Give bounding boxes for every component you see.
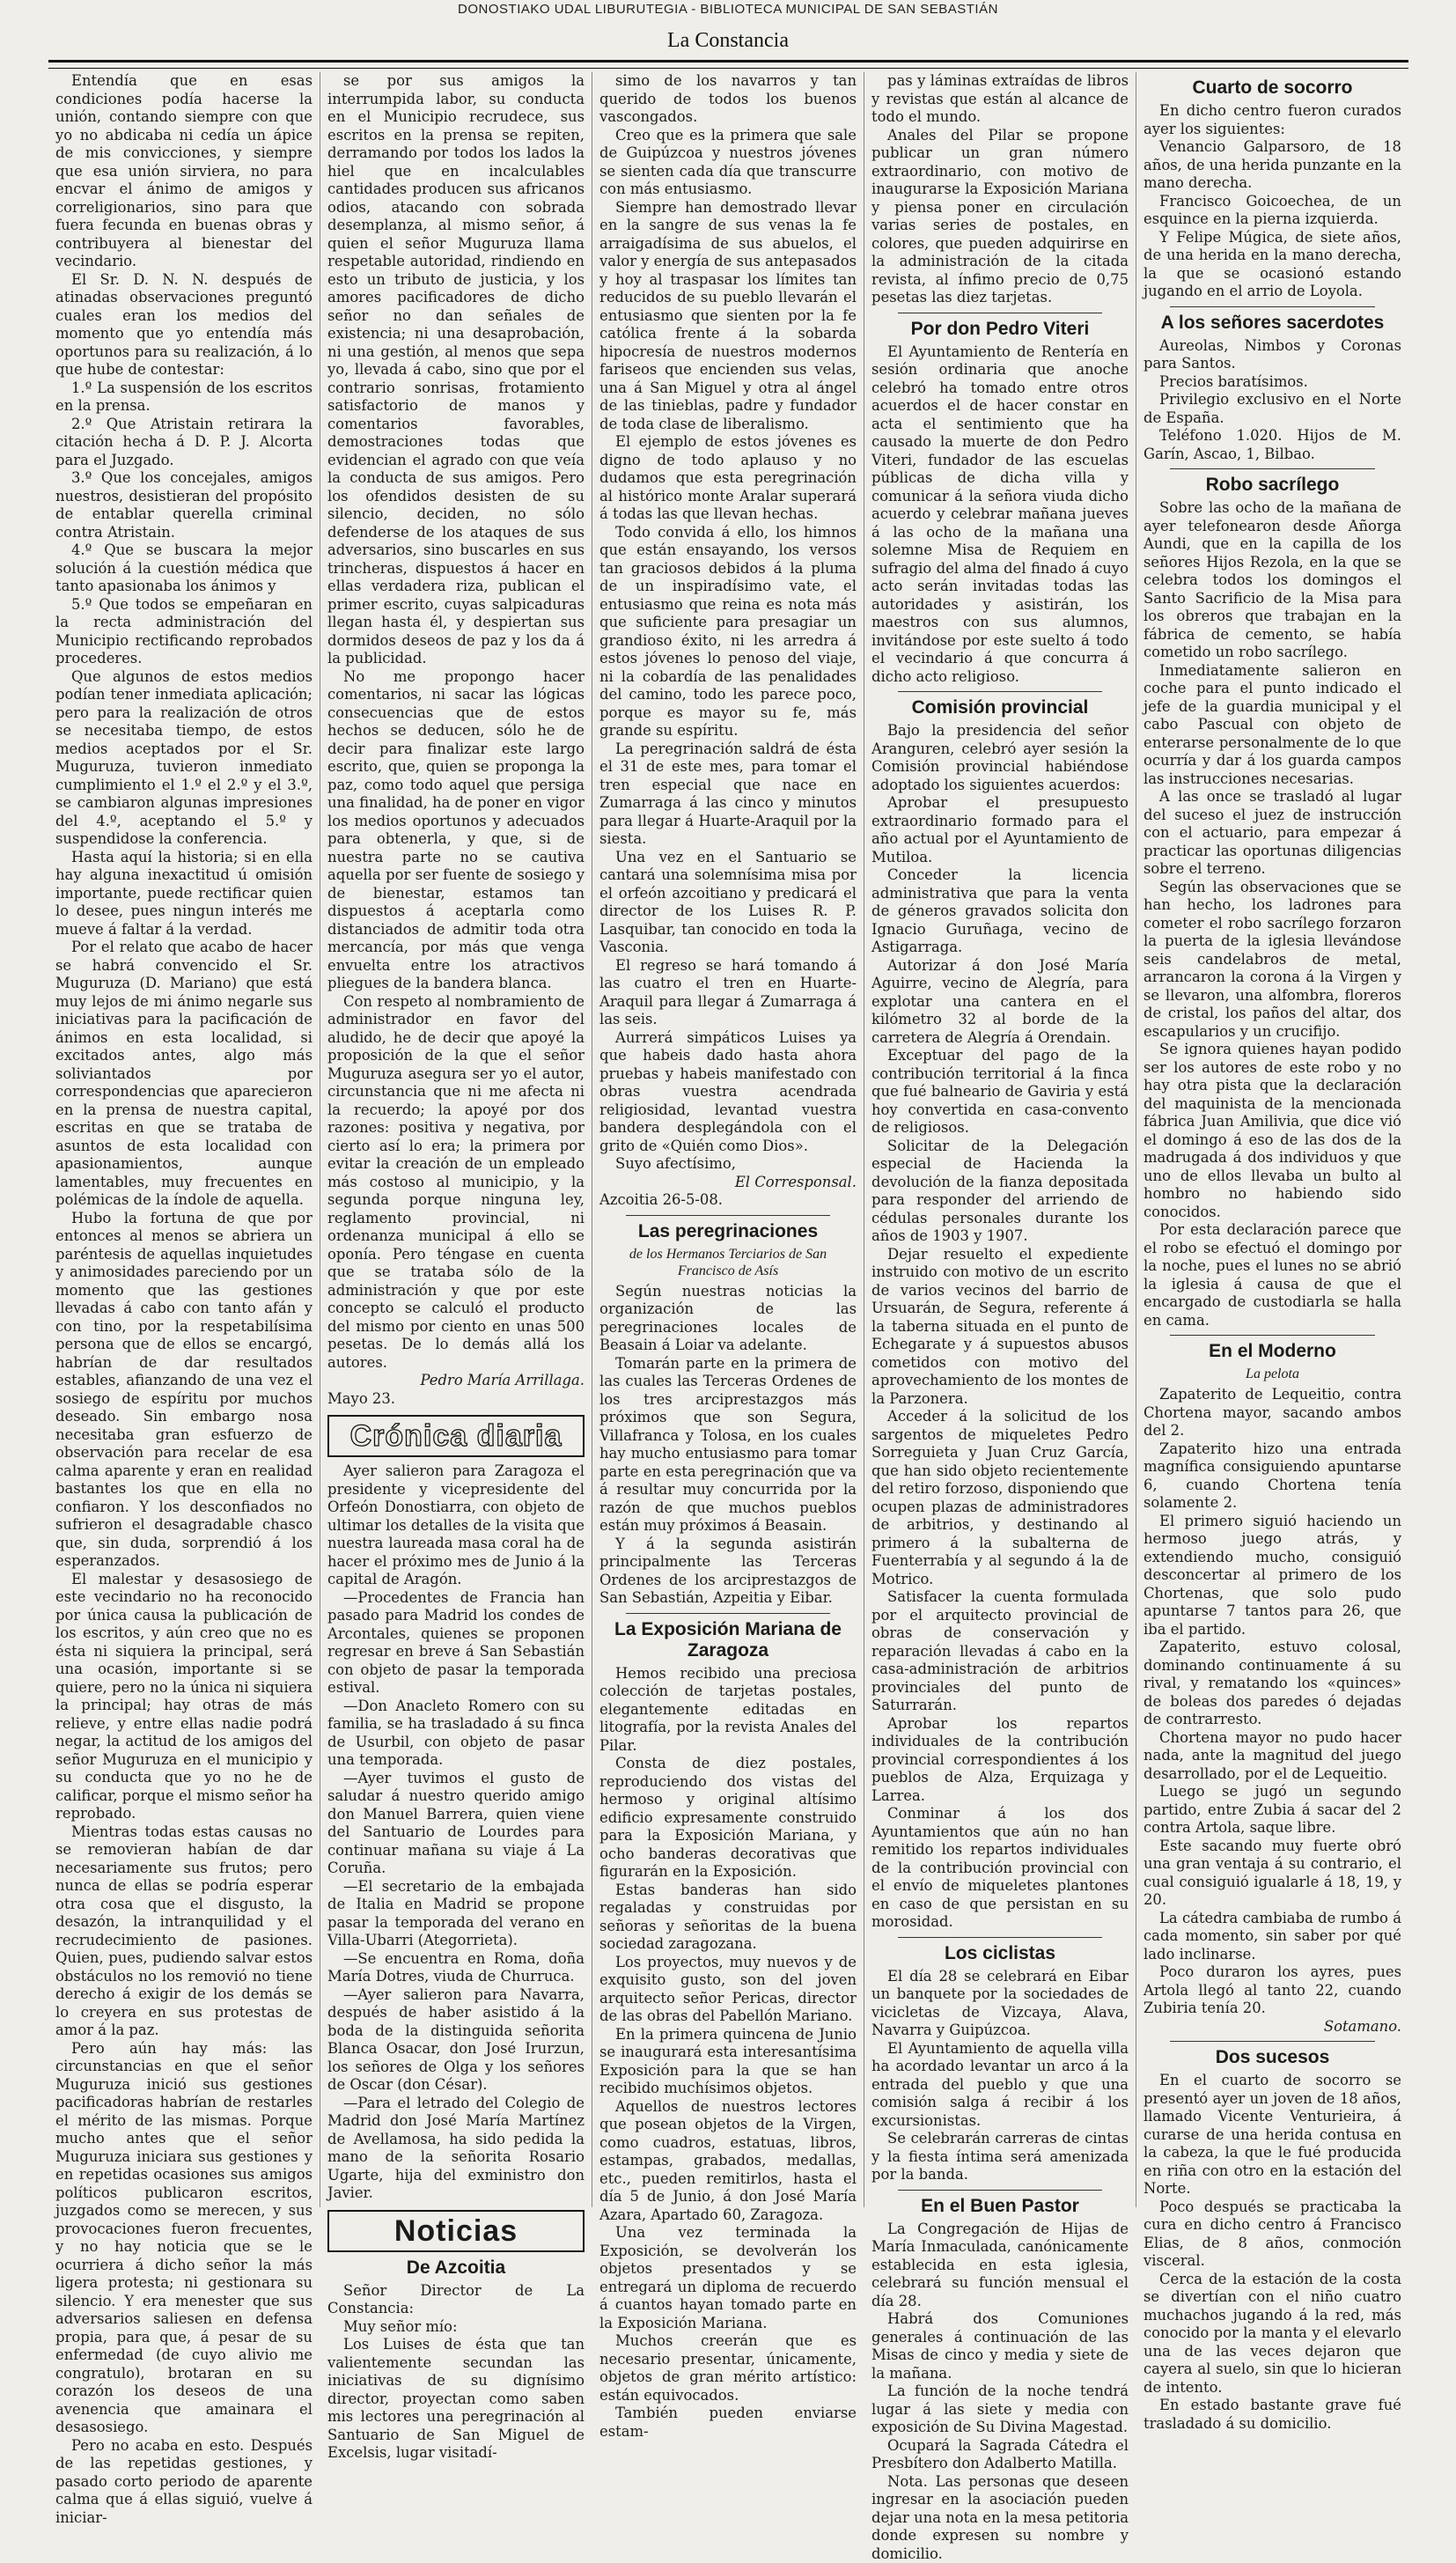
signature: El Corresponsal. [599,1174,857,1192]
paragraph: Hemos recibido una preciosa colección de tarjetas postales, elegantemente editadas en litografía, por la revista Anales del Pilar. [599,1665,857,1756]
paragraph: Poco duraron los ayres, pues Artola llegó al tanto 22, cuando Zubiria tenía 20. [1143,1963,1401,2018]
paragraph: Los proyectos, muy nuevos y de exquisito gusto, son del joven arquitecto señor Pericas, director de las obras del Pabellón Mariano. [599,1954,857,2026]
paragraph: Francisco Goicoechea, de un esquince en la pierna izquierda. [1143,193,1401,229]
article-title-viteri: Por don Pedro Viteri [871,319,1129,340]
paragraph: Siempre han demostrado llevar en la sangre de sus venas la fe arraigadísima de sus abuelos, el valor y energía de sus antepasados y hoy al traspasar los límites tan reducidos de su pueblo llevarán el entusiasmo que sienten por la fe católica frente á la sobarda hipocresía de nuestros modernos fariseos que encienden sus velas, una á San Miguel y otra al ángel de las tinieblas, padre y fundador de toda clase de liberalismo. [599,199,857,434]
article-title-exposicion: La Exposición Mariana de Zaragoza [599,1619,857,1661]
column-1 [48,72,320,2207]
signature: Sotamano. [1143,2018,1401,2036]
paragraph: Solicitar de la Delegación especial de Hacienda la devolución de la fianza depositada para responder del arriendo de cédulas personales durante los años de 1903 y 1907. [871,1138,1129,1246]
paragraph: El Sr. D. N. N. después de atinadas observaciones preguntó cuales eran los medios del momento que yo entendía más oportunos para su realización, á lo que hube de contestar: [55,271,313,379]
paragraph: Chortena mayor no pudo hacer nada, ante la magnitud del juego desarrollado, por el de Lequeitio. [1143,1729,1401,1784]
paragraph: 2.º Que Atristain retirara la citación hecha á D. P. J. Alcorta para el Juzgado. [55,416,313,470]
article-title-sucesos: Dos sucesos [1143,2047,1401,2068]
paragraph: El primero siguió haciendo un hermoso juego atrás, y extendiendo mucho, consiguió desconcertar al primero de los Chortenas, que solo pudo apuntarse 7 tantos para 26, que iba el partido. [1143,1513,1401,1639]
paragraph: Señor Director de La Constancia: [327,2282,585,2318]
paragraph: Habrá dos Comuniones generales á continuación de las Misas de cinco y media y siete de la mañana. [871,2310,1129,2383]
column-2 [320,72,592,2207]
paragraph: 5.º Que todos se empeñaran en la recta administración del Municipio rectificando reprobados procederes. [55,596,313,668]
paragraph: Conminar á los dos Ayuntamientos que aún no han remitido los repartos individuales de la contribución provincial con el envío de miqueletes plantones en caso de que persistan en su morosidad. [871,1805,1129,1932]
paragraph: Que algunos de estos medios podían tener inmediata aplicación; pero para la realización de otros se necesitaba tiempo, de estos medios aceptados por el Sr. Muguruza, tuvieron inmediato cumplimiento el 1.º el 2.º y el 3.º, se cambiaron algunas impresiones del 4.º, aceptando el 5.º y suspendidose la conferencia. [55,668,313,849]
paragraph: Por el relato que acabo de hacer se habrá convencido el Sr. Muguruza (D. Mariano) que está muy lejos de mi ánimo negarle sus iniciativas para la pacificación de ánimos en esta localidad, si excitados antes, algo más soliviantados por correspondencias que aparecieron en la prensa de nuestra capital, escritas en que se trataba de asuntos de esta localidad con apasionamientos, aunque lamentables, muy frecuentes en polémicas de la índole de aquella. [55,939,313,1210]
paragraph: Consta de diez postales, reproduciendo dos vistas del hermoso y original altísimo edificio expresamente construido para la Exposición Mariana, y ocho banderas decorativas que figurarán en la Exposición. [599,1755,857,1882]
signature: Pedro María Arrillaga. [327,1372,585,1390]
paragraph: Aurrerá simpáticos Luises ya que habeis dado hasta ahora pruebas y habeis manifestado con obras vuestra acendrada religiosidad, levantad vuestra bandera desplegándola con el grito de «Quién como Dios». [599,1029,857,1156]
paragraph: Aureolas, Nimbos y Coronas para Santos. [1143,337,1401,373]
article-title-moderno: En el Moderno [1143,1341,1401,1362]
paragraph: También pueden enviarse estam- [599,2405,857,2441]
newspaper-masthead: La Constancia [0,23,1456,58]
paragraph: Dejar resuelto el expediente instruido con motivo de un escrito de varios vecinos del barrio de Ursuarán, de Segura, referente á la taberna situada en el punto de Echegarate y á supuestos abusos cometidos con motivo del aprovechamiento de los montes de la Parzonera. [871,1246,1129,1409]
paragraph: A las once se trasladó al lugar del suceso el juez de instrucción con el actuario, para empezar á practicar las oportunas diligencias sobre el terreno. [1143,788,1401,879]
paragraph: Hubo la fortuna de que por entonces al menos se abriera un paréntesis de aquellas inquietudes y animosidades pareciendo por un momento que las gestiones llevadas á cabo con tanto afán y con tino, por la respetabilísima persona que de ellos se encargó, habrían de dar resultados estables, afianzando de una vez el sosiego de espíritu por muchos deseado. Sin embargo nosa necesitaba gran esfuerzo de observación para recelar de esa calma aparente y eran en realidad bastantes los que en ella no confiaron. Y los desconfiados no sufrieron el desagradable chasco que, sin duda, sorprendió á los esperanzados. [55,1210,313,1571]
paragraph: Hasta aquí la historia; si en ella hay alguna inexactitud ú omisión importante, puede rectificar quien lo desee, pues ningun interés me mueve á faltar á la verdad. [55,849,313,939]
paragraph: Pero aún hay más: las circunstancias en que el señor Muguruza inició sus gestiones pacificadoras habrían de restarles el mérito de las mismas. Porque mucho antes que el señor Muguruza iniciara sus gestiones y en repetidas ocasiones sus amigos políticos publicaron escritos, juzgados como se merecen, y sus provocaciones fueron frecuentes, y no hay noticia que se le ocurriera á dicho señor la más ligera protesta; ni gestionara su silencio. Y era menester que sus adversarios saliesen en defensa propia, para que, á pesar de su enfermedad (de cuyo alivio me congratulo), brotaran en su corazón los deseos de una avenencia que amainara el desasosiego. [55,2040,313,2437]
paragraph: 4.º Que se buscara la mejor solución á la cuestión médica que tanto apasionaba los ánimos y [55,541,313,596]
date-line: Azcoitia 26-5-08. [599,1191,857,1210]
paragraph: Exceptuar del pago de la contribución territorial á la finca que fué balneario de Gaviria y está hoy convertida en casa-convento de religiosos. [871,1047,1129,1138]
paragraph: El día 28 se celebrará en Eibar un banquete por la sociedades de vicicletas de Vizcaya, Alava, Navarra y Guipúzcoa. [871,1968,1129,2040]
column-5 [1136,72,1408,2207]
paragraph: Tomarán parte en la primera de las cuales las Terceras Ordenes de los tres arciprestazgos más próximos que son Segura, Villafranca y Tolosa, en los cuales hay mucho entusiasmo para tomar parte en esta peregrinación que va á resultar muy concurrida por la razón de que muchos pueblos están muy próximos á Beasain. [599,1355,857,1536]
paragraph: El Ayuntamiento de aquella villa ha acordado levantar un arco á la entrada del pueblo y que una comisión salga á recibir á los excursionistas. [871,2040,1129,2131]
paragraph: Zapaterito de Lequeitio, contra Chortena mayor, sacando ambos del 2. [1143,1386,1401,1440]
article-title-comision: Comisión provincial [871,697,1129,718]
date-line: Mayo 23. [327,1390,585,1409]
section-title-noticias: Noticias [327,2210,585,2252]
paragraph: Satisfacer la cuenta formulada por el arquitecto provincial de obras de conservación y reparación llevadas á cabo en la casa-administración de arbitrios provinciales del punto de Saturrarán. [871,1588,1129,1715]
article-subtitle-pelota: La pelota [1143,1366,1401,1382]
paragraph: Aprobar el presupuesto extraordinario formado para el año actual por el Ayuntamiento de Mutiloa. [871,794,1129,866]
paragraph: Bajo la presidencia del señor Aranguren, celebró ayer sesión la Comisión provincial habiéndose adoptado los siguientes acuerdos: [871,722,1129,794]
paragraph: En la primera quincena de Junio se inaugurará esta interesantísima Exposición para la que se han recibido muchísimos objetos. [599,2026,857,2098]
paragraph: La Congregación de Hijas de María Inmaculada, canónicamente establecida en esta iglesia, celebrará su función mensual el día 28. [871,2221,1129,2311]
divider [626,1215,830,1216]
paragraph: La peregrinación saldrá de ésta el 31 de este mes, para tomar el tren especial que nace en Zumarraga á las cinco y minutos para llegar á Huarte-Araquil por la siesta. [599,740,857,849]
paragraph: Luego se jugó un segundo partido, entre Zubia á sacar del 2 contra Artola, saque libre. [1143,1783,1401,1838]
article-title-robo: Robo sacrílego [1143,475,1401,496]
divider [626,1613,830,1614]
paragraph: Muchos creerán que es necesario presentar, únicamente, objetos de gran mérito artístico: están equivocados. [599,2332,857,2405]
paragraph: 3.º Que los concejales, amigos nuestros, desistieran del propósito de entablar querella criminal contra Atristain. [55,469,313,541]
divider [898,1937,1102,1938]
paragraph: No me propongo hacer comentarios, ni sacar las lógicas consecuencias que de estos hechos se deducen, sólo he de decir para finalizar este largo escrito, que, quien se proponga la paz, como todo aquel que persiga una finalidad, ha de poner en vigor los medios oportunos y adecuados para obtenerla, y que, si de nuestra parte no se cautiva aquella por ser fuente de sosiego y de bienestar, estamos tan dispuestos á aceptarla como distanciados de admitir toda otra mercancía, por más que venga envuelta entre los atractivos pliegues de la bandera blanca. [327,668,585,993]
paragraph: —Ayer tuvimos el gusto de saludar á nuestro querido amigo don Manuel Barrera, quien viene del Santuario de Lourdes para continuar mañana su viaje á La Coruña. [327,1770,585,1878]
section-title-cronica: Crónica diaria [327,1415,585,1457]
paragraph: Con respeto al nombramiento de administrador en favor del aludido, he de decir que apoyé la proposición de la que el señor Muguruza asegura ser yo el autor, circunstancia que ni me afecta ni la recuerdo; la apoyé por dos razones: positiva y negativa, por cierto así lo era; la primera por evitar la creación de un empleado más costoso al municipio, y la segunda porque ninguna ley, reglamento provincial, ni ordenanza municipal á ello se oponía. Pero téngase en cuenta que se trataba sólo de la administración y que por este concepto se calculó el producto del mismo por ciento en unas 500 pesetas. De lo demás allá los autores. [327,993,585,1373]
paragraph: Precios baratísimos. [1143,373,1401,392]
newspaper-columns [48,72,1408,2207]
paragraph: Sobre las ocho de la mañana de ayer telefonearon desde Añorga Aundi, que en la capilla de los señores Hijos Rezola, en la que se celebra todos los domingos el Santo Sacrificio de la Misa para los obreros que trabajan en la fábrica de cemento, se había cometido un robo sacrílego. [1143,499,1401,662]
paragraph: Según las observaciones que se han hecho, los ladrones para cometer el robo sacrílego forzaron la puerta de la iglesia llevándose seis candelabros de metal, arrancaron la corona á la Virgen y se llevaron, una alfombra, floreros de cristal, los paños del altar, dos escapularios y un crucifijo. [1143,879,1401,1042]
article-title-socorro: Cuarto de socorro [1143,77,1401,99]
paragraph: Estas banderas han sido regaladas y construidas por señoras y señoritas de la buena sociedad zaragozana. [599,1882,857,1954]
paragraph: Cerca de la estación de la costa se divertían con el niño cuatro muchachos jugando á la red, más conocido por la manta y el elevarlo una de las veces dejaron que cayera al suelo, sin que lo hicieran de intento. [1143,2271,1401,2397]
paragraph: 1.º La suspensión de los escritos en la prensa. [55,379,313,416]
paragraph: Aprobar los repartos individuales de la contribución provincial correspondientes á los pueblos de Alza, Erquizaga y Larrea. [871,1715,1129,1806]
column-4 [864,72,1136,2207]
paragraph: Venancio Galparsoro, de 18 años, de una herida punzante en la mano derecha. [1143,138,1401,193]
article-title-ciclistas: Los ciclistas [871,1943,1129,1964]
paragraph: En estado bastante grave fué trasladado á su domicilio. [1143,2397,1401,2433]
paragraph: Y Felipe Múgica, de siete años, de una herida en la mano derecha, la que se ocasionó estando jugando en el arrio de Loyola. [1143,229,1401,301]
paragraph: Suyo afectísimo, [599,1155,857,1174]
paragraph: La función de la noche tendrá lugar á las siete y media con exposición de Su Divina Magestad. [871,2383,1129,2437]
paragraph: Ocupará la Sagrada Cátedra el Presbítero don Adalberto Matilla. [871,2437,1129,2473]
paragraph: Conceder la licencia administrativa que para la venta de géneros gravados solicita don Ignacio Guruñaga, vecino de Astigarraga. [871,866,1129,957]
paragraph: —Don Anacleto Romero con su familia, se ha trasladado á su finca de Usurbil, con objeto de pasar una temporada. [327,1698,585,1770]
paragraph: Todo convida á ello, los himnos que están ensayando, los versos tan graciosos debidos á la pluma de un inspiradísimo vate, el entusiasmo que reina es nota más que suficiente para presagiar un grandioso éxito, ni les arredra á estos jóvenes lo penoso del viaje, ni la cobardía de las penalidades del camino, todo les parece poco, porque es mayor su fe, más grande su espíritu. [599,524,857,740]
paragraph: El Ayuntamiento de Rentería en sesión ordinaria que anoche celebró ha tomado entre otros acuerdos el de hacer constar en acta el sentimiento que ha causado la muerte de don Pedro Viteri, fundador de las escuelas públicas de dicha villa y comunicar á la señora viuda dicho acuerdo y celebrar mañana jueves á las ocho de la mañana una solemne Misa de Requiem en sufragio del alma del finado á cuyo acto serán invitadas todas las autoridades y asistirán, los maestros con sus alumnos, invitándose por este suelto á todo el vecindario á que concurra á dicho acto religioso. [871,343,1129,687]
divider [898,2190,1102,2191]
paragraph: —Se encuentra en Roma, doña María Dotres, viuda de Churruca. [327,1950,585,1986]
paragraph: Anales del Pilar se propone publicar un gran número extraordinario, con motivo de inaugurarse la Exposición Mariana y piensa poner en circulación varias series de postales, en colores, que pueden adquirirse en la administración de la citada revista, al ínfimo precio de 0,75 pesetas las diez tarjetas. [871,127,1129,307]
paragraph: Pero no acaba en esto. Después de las repetidas gestiones, y pasado corto periodo de aparente calma que á ellas siguió, vuelve á iniciar- [55,2437,313,2528]
paragraph: En el cuarto de socorro se presentó ayer un joven de 18 años, llamado Vicente Venturieira, á curarse de una herida contusa en la cabeza, la que le fué producida en riña con otro en la estación del Norte. [1143,2072,1401,2198]
paragraph: Por esta declaración parece que el robo se efectuó el domingo por la noche, pues el lunes no se abrió la iglesia á causa de que el encargado de custodiarla se halla en cama. [1143,1221,1401,1329]
paragraph: El malestar y desasosiego de este vecindario no ha reconocido por única causa la publicación de los escritos, y aún creo que no es ésta ni siquiera la principal, será una ocasión, importante si se quiere, pero no la única ni siquiera la principal; hay otras de más relieve, y entre ellas nadie podrá negar, la actitud de los amigos del señor Muguruza en el municipio y su conducta que yo no he de calificar, porque el mismo señor ha reprobado. [55,1571,313,1823]
paragraph: Ayer salieron para Zaragoza el presidente y vicepresidente del Orfeón Donostiarra, con objeto de ultimar los detalles de la visita que nuestra laureada masa coral ha de hacer el próximo mes de Junio á la capital de Aragón. [327,1462,585,1589]
divider [1170,306,1375,307]
paragraph: Se celebrarán carreras de cintas y la fiesta íntima será amenizada por la banda. [871,2130,1129,2184]
paragraph: Este sacando muy fuerte obró una gran ventaja á su contrario, el cual consiguió igualarle á 18, 19, y 20. [1143,1838,1401,1910]
paragraph: El regreso se hará tomando á las cuatro el tren en Huarte-Araquil para llegar á Zumarraga á las seis. [599,957,857,1029]
paragraph: —Para el letrado del Colegio de Madrid don José María Martínez de Avellamosa, ha sido pedida la mano de la señorita Rosario Ugarte, hija del exministro don Javier. [327,2095,585,2203]
divider [1170,2041,1375,2042]
paragraph: Acceder á la solicitud de los sargentos de miqueletes Pedro Sorreguieta y Juan Cruz García, que han sido objeto recientemente del retiro forzoso, disponiendo que ocupen plazas de administradores de arbitrios, y destinando al primero á la subalterna de Fuenterrabía y al segundo á la de Motrico. [871,1408,1129,1588]
paragraph: Teléfono 1.020. Hijos de M. Garín, Ascao, 1, Bilbao. [1143,427,1401,463]
paragraph: Poco después se practicaba la cura en dicho centro á Francisco Elias, de 8 años, conmoción visceral. [1143,2198,1401,2271]
paragraph: pas y láminas extraídas de libros y revistas que están al alcance de todo el mundo. [871,72,1129,127]
paragraph: Una vez en el Santuario se cantará una solemnísima misa por el orfeón azcoitiano y predicará el director de los Luises R. P. Lasquibar, tan conocido en toda la Vasconia. [599,849,857,957]
paragraph: Según nuestras noticias la organización de las peregrinaciones locales de Beasain á Loiar va adelante. [599,1283,857,1355]
paragraph: Inmediatamente salieron en coche para el punto indicado el jefe de la guardia municipal y el cabo Pascual con objeto de enterarse personalmente de lo que ocurría y dar á los guarda campos las instrucciones necesarias. [1143,662,1401,789]
paragraph: Creo que es la primera que sale de Guipúzcoa y nuestros jóvenes se sienten cada día que transcurre con más entusiasmo. [599,127,857,199]
paragraph: Aquellos de nuestros lectores que posean objetos de la Virgen, como cuadros, estatuas, libros, estampas, grabados, medallas, etc., pueden remitirlos, hasta el día 5 de Junio, á don José María Azara, Apartado 60, Zaragoza. [599,2098,857,2225]
paragraph: simo de los navarros y tan querido de todos los buenos vascongados. [599,72,857,127]
article-title-azcoitia: De Azcoitia [327,2257,585,2279]
paragraph: Se ignora quienes hayan podido ser los autores de este robo y no hay otra pista que la declaración del maquinista de la mencionada fábrica Juan Amilivia, que dice vió el domingo á eso de las dos de la madrugada á dos individuos y que uno de ellos llevaba un bulto al hombro no habiendo sido conocidos. [1143,1041,1401,1221]
paragraph: Y á la segunda asistirán principalmente las Terceras Ordenes de los arciprestazgos de San Sebastián, Azpeitia y Eibar. [599,1536,857,1608]
article-title-buen-pastor: En el Buen Pastor [871,2196,1129,2217]
paragraph: Nota. Las personas que deseen ingresar en la asociación pueden dejar una nota en la mesa petitoria donde expresen su nombre y domicilio. [871,2473,1129,2563]
paragraph: Muy señor mío: [327,2318,585,2337]
article-title-sacerdotes: A los señores sacerdotes [1143,313,1401,334]
paragraph: Zapaterito hizo una entrada magnífica consiguiendo apuntarse 6, cuando Chortena tenía solamente 2. [1143,1440,1401,1513]
masthead-rule [48,60,1408,69]
paragraph: Mientras todas estas causas no se removieran habían de dar necesariamente sus frutos; pero nunca de ellas se podría esperar otra cosa que el disgusto, la desazón, la intranquilidad y el recrudecimiento de pasiones. Quien, pues, pudiendo salvar estos obstáculos no los removió no tiene derecho á exigir de los demás se lo creyera en sus protestas de amor á la paz. [55,1823,313,2040]
divider [1170,468,1375,469]
paragraph: Autorizar á don José María Aguirre, vecino de Alegría, para explotar una cantera en el kilómetro 32 al borde de la carretera de Alegría á Orendain. [871,957,1129,1048]
article-subtitle-peregrinaciones: de los Hermanos Terciarios de San Francisco de Asís [599,1246,857,1279]
column-3 [592,72,864,2207]
paragraph: Entendía que en esas condiciones podía hacerse la unión, contando siempre con que yo no abdicaba ni cedía un ápice de mis convicciones, y siempre que esa unión sirviera, no para encvar el ánimo de amigos y correligionarios, sino para que fuera fecunda en buenas obras y contribuyera al bienestar del vecindario. [55,72,313,271]
paragraph: Una vez terminada la Exposición, se devolverán los objetos presentados y se entregará un diploma de recuerdo á cuantos hayan tomado parte en la Exposición Mariana. [599,2224,857,2332]
divider [1170,1335,1375,1336]
paragraph: —El secretario de la embajada de Italia en Madrid se propone pasar la temporada del verano en Villa-Ubarri (Ategorrieta). [327,1878,585,1950]
divider [898,691,1102,692]
paragraph: Zapaterito, estuvo colosal, dominando continuamente á su rival, y rematando los «quinces» de boleas dos paredes ó dejadas de contrarresto. [1143,1639,1401,1729]
paragraph: El ejemplo de estos jóvenes es digno de todo aplauso y no dudamos que esta peregrinación al histórico monte Aralar superará á todas las que llevan hechas. [599,433,857,524]
paragraph: Los Luises de ésta que tan valientemente secundan las iniciativas de su dignísimo director, proyectan como saben mis lectores una peregrinación al Santuario de San Miguel de Excelsis, lugar visitadí- [327,2336,585,2463]
paragraph: En dicho centro fueron curados ayer los siguientes: [1143,102,1401,138]
paragraph: Privilegio exclusivo en el Norte de España. [1143,391,1401,427]
paragraph: se por sus amigos la interrumpida labor, su conducta en el Municipio recrudece, sus escritos en la prensa se repiten, derramando por todos los lados la hiel que en incalculables cantidades producen sus africanos odios, atacando con sobrada desemplanza, al mismo señor, á quien el señor Muguruza llama respetable autoridad, rindiendo en esto un tributo de justicia, y los amores pacificadores de dicho señor no dan señales de existencia; ni una desaprobación, ni una gestión, al menos que sepa yo, llevada á cabo, sino que por el contrario sonrisas, frotamiento satisfactorio de manos y comentarios favorables, demostraciones todas que evidencian el agrado con que veía la conducta de sus amigos. Pero los ofendidos desisten de su silencio, deciden, no sólo defenderse de los ataques de sus adversarios, sino buscarles en sus trincheras, dispuestos á hacer en ellas verdadera riza, publican el primer escrito, cuyas salpicaduras llegan hasta él, y despiertan sus dormidos deseos de paz y los da á la publicidad. [327,72,585,668]
paragraph: La cátedra cambiaba de rumbo á cada momento, sin saber por qué lado inclinarse. [1143,1910,1401,1964]
archive-banner: DONOSTIAKO UDAL LIBURUTEGIA - BIBLIOTECA MUNICIPAL DE SAN SEBASTIÁN [0,0,1456,19]
article-title-peregrinaciones: Las peregrinaciones [599,1221,857,1242]
paragraph: —Procedentes de Francia han pasado para Madrid los condes de Arcontales, quienes se proponen regresar en breve á San Sebastián con objeto de pasar la temporada estival. [327,1589,585,1698]
paragraph: —Ayer salieron para Navarra, después de haber asistido á la boda de la distinguida señorita Blanca Osacar, don José Irurzun, los señores de Olga y los señores de Oscar (don César). [327,1986,585,2095]
